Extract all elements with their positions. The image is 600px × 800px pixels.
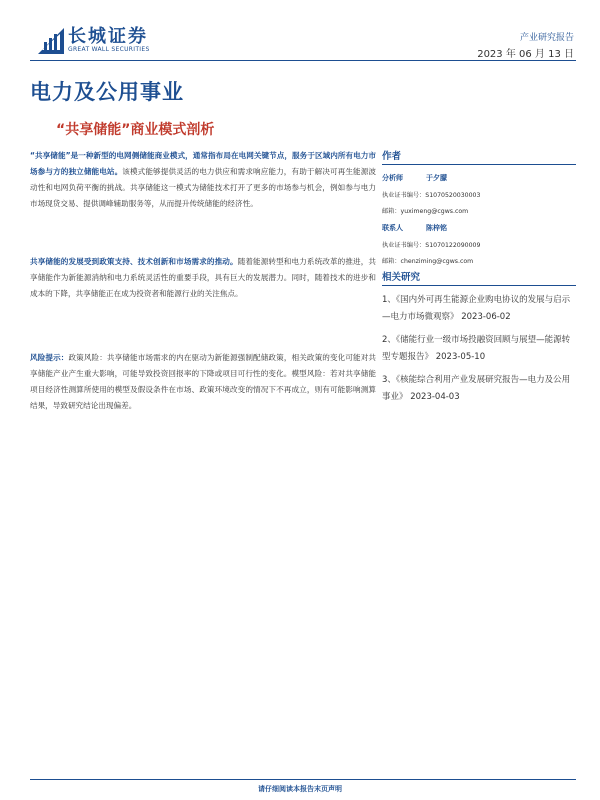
author-heading: 作者 <box>382 148 576 165</box>
analyst-label: 分析师 <box>382 174 403 182</box>
paragraph-1-body: 该模式能够提供灵活的电力供应和需求响应能力，有助于解决可再生能源波动性和电网负荷平衡的挑战。共享储能这一模式为储能技术打开了更多的市场参与机会，例如参与电力市场现货交易、提供调峰辅助服务等，从而提升传统储能的经济性。 <box>30 167 377 208</box>
logo-text-cn: 长城证券 <box>68 26 148 47</box>
footer-disclaimer-link[interactable]: 请仔细阅读本报告末页声明 <box>258 785 342 793</box>
paragraph-1-lead: “共享储能”是一种新型的电网侧储能商业模式，通常指布局在电网关键节点，服务于区域内所有电力市场参与方的独立储能电站。 <box>30 151 376 176</box>
footer-divider <box>30 779 576 780</box>
contact-name: 陈梓铭 <box>426 224 447 232</box>
great-wall-logo-icon <box>38 24 64 54</box>
related-item-3[interactable] <box>382 372 576 406</box>
paragraph-2-body: 随着能源转型和电力系统改革的推进，共享储能作为新能源消纳和电力系统灵活性的重要手段，具有巨大的发展潜力。同时，随着技术的进步和成本的下降，共享储能正在成为投资者和能源行业的关注焦点。 <box>30 257 376 298</box>
summary-paragraph-2 <box>30 254 376 302</box>
analyst-cert: 执业证书编号：S1070520030003 <box>382 192 481 199</box>
related-item-2[interactable] <box>382 332 576 366</box>
report-type: 产业研究报告 <box>519 33 574 43</box>
paragraph-2-lead: 共享储能的发展受到政策支持、技术创新和市场需求的推动。 <box>30 257 238 266</box>
header-divider <box>30 60 576 61</box>
related-item-title: 3、《核能综合利用产业发展研究报告—电力及公用事业》 <box>382 375 571 402</box>
author-section <box>382 148 576 265</box>
related-item-date: 2023-05-10 <box>435 352 486 362</box>
summary-paragraph-1 <box>30 148 376 212</box>
contact-cert: 执业证书编号：S1070122090009 <box>382 242 481 249</box>
report-date: 2023 年 06 月 13 日 <box>477 49 574 60</box>
analyst-email[interactable]: 邮箱：yuximeng@cgws.com <box>382 208 469 215</box>
analyst-name: 于夕朦 <box>426 174 447 182</box>
related-item-1[interactable] <box>382 292 576 326</box>
logo-text-en: GREAT WALL SECURITIES <box>68 46 150 53</box>
related-item-title: 2、《储能行业一级市场投融资回顾与展望—能源转型专题报告》 <box>382 335 571 362</box>
analyst-row <box>382 173 576 183</box>
company-logo <box>38 22 168 60</box>
contact-label: 联系人 <box>382 224 403 232</box>
related-item-date: 2023-04-03 <box>410 392 460 402</box>
risk-label: 风险提示： <box>30 353 69 362</box>
contact-row <box>382 223 576 233</box>
related-research-section <box>382 269 576 406</box>
contact-email[interactable]: 邮箱：chenziming@cgws.com <box>382 258 474 265</box>
sector-title: 电力及公用事业 <box>30 80 184 104</box>
report-title: “共享储能”商业模式剖析 <box>56 122 215 138</box>
related-heading: 相关研究 <box>382 269 576 286</box>
related-item-date: 2023-06-02 <box>461 312 511 322</box>
risk-warning-paragraph <box>30 350 376 414</box>
related-item-title: 1、《国内外可再生能源企业购电协议的发展与启示—电力市场微观察》 <box>382 295 571 322</box>
risk-body: 政策风险：共享储能市场需求的内在驱动为新能源强制配储政策，相关政策的变化可能对共享储能产业产生重大影响，可能导致投资回报率的下降或项目可行性的变化。模型风险：若对共享储能项目经济性测算所使用的模型及假设条件在市场、政策环境改变的情况下不再成立，则有可能影响测算结果，导致研究结论出现偏差。 <box>30 353 377 410</box>
